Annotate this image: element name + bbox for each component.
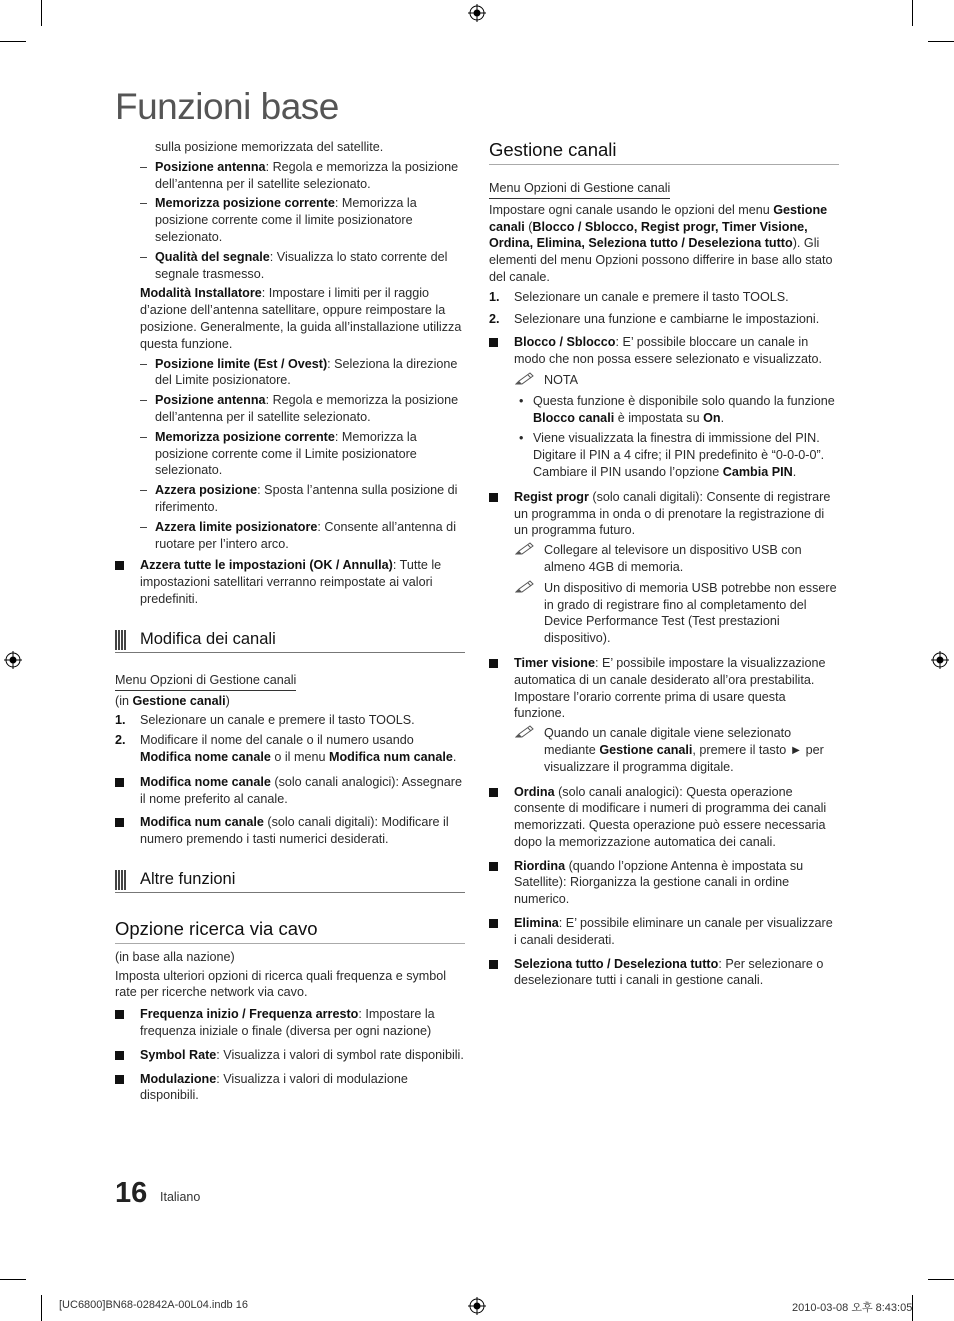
- dash-mark: –: [140, 519, 148, 534]
- bullet-item: Azzera tutte le impostazioni (OK / Annulla): Tutte le impostazioni satellitari verranno reimpostate ai valori predefiniti.: [115, 557, 465, 607]
- menu-path: Menu Opzioni di Gestione canali: [489, 180, 839, 199]
- bullet-item: Modifica num canale (solo canali digitali): Modificare il numero premendo i tasti numerici desiderati.: [115, 814, 465, 848]
- dash-item: – Qualità del segnale: Visualizza lo stato corrente del segnale trasmesso.: [140, 249, 448, 281]
- crop-mark: [41, 1295, 42, 1321]
- heading-bar-icon: [115, 870, 126, 890]
- bullet-dot: •: [519, 431, 524, 446]
- crop-mark: [0, 41, 26, 42]
- bullet-item: Blocco / Sblocco: E’ possibile bloccare un canale in modo che non possa essere selezionato e visualizzato.: [489, 334, 839, 368]
- square-bullet-icon: [115, 778, 124, 787]
- square-bullet-icon: [489, 919, 498, 928]
- note-block: Quando un canale digitale viene selezionato mediante Gestione canali, premere il tasto ► per visualizzare il programma digitale.: [514, 725, 839, 775]
- menu-path: Menu Opzioni di Gestione canali: [115, 672, 465, 691]
- note-block: NOTA: [514, 372, 839, 389]
- bullet-item: Elimina: E’ possibile eliminare un canale per visualizzare i canali desiderati.: [489, 915, 839, 949]
- modalita-installatore: Modalità Installatore: Impostare i limiti per il raggio d’azione dell’antenna satellitare, oppure reimpostare la posizione. Generalmente, la guida all’installazione utilizza questa funzione.: [140, 286, 462, 351]
- square-bullet-icon: [115, 1010, 124, 1019]
- note-bullet: • Questa funzione è disponibile solo quando la funzione Blocco canali è impostata su On.: [519, 393, 835, 425]
- dash-item: – Azzera posizione: Sposta l’antenna sulla posizione di riferimento.: [140, 483, 458, 514]
- bullet-dot: •: [519, 393, 524, 408]
- pencil-note-icon: [515, 542, 537, 561]
- dash-mark: –: [140, 429, 148, 444]
- bullet-item: Riordina (quando l’opzione Antenna è impostata su Satellite): Riorganizza la gestione canali in ordine numerico.: [489, 858, 839, 908]
- note-block: Collegare al televisore un dispositivo USB con almeno 4GB di memoria.: [514, 542, 839, 576]
- step-item: 1. Selezionare un canale e premere il tasto TOOLS.: [115, 713, 415, 728]
- square-bullet-icon: [115, 1075, 124, 1084]
- gestione-intro: Impostare ogni canale usando le opzioni del menu Gestione canali (Blocco / Sblocco, Regist progr, Timer Visione, Ordina, Elimina, Seleziona tutto / Deseleziona tutto). Gli elementi del menu Opzioni possono differire in base allo stato del canale.: [489, 202, 833, 284]
- step-item: 1. Selezionare un canale e premere il tasto TOOLS.: [489, 289, 789, 304]
- menu-context: (in Gestione canali): [115, 693, 230, 708]
- dash-mark: –: [140, 249, 148, 264]
- dash-item: – Posizione antenna: Regola e memorizza la posizione dell’antenna per il satellite selezionato.: [140, 393, 459, 424]
- square-bullet-icon: [489, 659, 498, 668]
- bullet-item: Modifica nome canale (solo canali analogici): Assegnare il nome preferito al canale.: [115, 774, 465, 808]
- page-title: Funzioni base: [115, 86, 339, 127]
- section-heading-altre: Altre funzioni: [115, 868, 465, 893]
- dash-mark: –: [140, 483, 148, 498]
- dash-item: – Memorizza posizione corrente: Memorizza la posizione corrente come il limite posizionatore selezionato.: [140, 196, 417, 244]
- registration-mark-icon: [4, 651, 22, 669]
- step-item: 2. Modificare il nome del canale o il numero usando Modifica nome canale o il menu Modifica num canale.: [115, 733, 457, 764]
- square-bullet-icon: [115, 561, 124, 570]
- square-bullet-icon: [489, 493, 498, 502]
- bullet-item: Symbol Rate: Visualizza i valori di symbol rate disponibili.: [115, 1047, 465, 1064]
- page-number: 16: [115, 1177, 148, 1209]
- dash-item: – Posizione limite (Est / Ovest): Seleziona la direzione del Limite posizionatore.: [140, 356, 458, 388]
- registration-mark-icon: [468, 4, 486, 22]
- note-bullet: • Viene visualizzata la finestra di immissione del PIN. Digitare il PIN a 4 cifre; il PIN predefinito è “0-0-0-0”. Cambiare il PIN usando l’opzione Cambia PIN.: [519, 431, 825, 479]
- dash-mark: –: [140, 393, 148, 408]
- crop-mark: [928, 1279, 954, 1280]
- page-language: Italiano: [160, 1190, 201, 1204]
- pencil-note-icon: [515, 725, 537, 744]
- country-note: (in base alla nazione): [115, 949, 235, 964]
- dash-item: – Posizione antenna: Regola e memorizza la posizione dell’antenna per il satellite selezionato.: [140, 159, 459, 191]
- bullet-item: Regist progr (solo canali digitali): Consente di registrare un programma in onda o di prenotare la registrazione di un programma futuro.: [489, 489, 839, 539]
- print-slug-file: [UC6800]BN68-02842A-00L04.indb 16: [59, 1299, 248, 1311]
- section-heading-modifica: Modifica dei canali: [115, 628, 465, 653]
- dash-mark: –: [140, 196, 148, 211]
- square-bullet-icon: [489, 338, 498, 347]
- dash-mark: –: [140, 356, 148, 371]
- dash-item: – Azzera limite posizionatore: Consente all’antenna di ruotare per l’intero arco.: [140, 519, 456, 551]
- crop-mark: [0, 1279, 26, 1280]
- bullet-item: Timer visione: E’ possibile impostare la visualizzazione automatica di un canale desiderato all’ora prestabilita. Impostare l’orario corrente prima di usare questa funzione.: [489, 655, 839, 722]
- section-heading-gestione: Gestione canali: [489, 138, 839, 165]
- crop-mark: [928, 41, 954, 42]
- print-slug-datetime: 2010-03-08 오후 8:43:05: [792, 1302, 913, 1314]
- square-bullet-icon: [489, 862, 498, 871]
- bullet-item: Ordina (solo canali analogici): Questa operazione consente di modificare i numeri di programma dei canali memorizzati. Questa operazione può essere necessaria dopo la memorizzazione automatica dei canali.: [489, 784, 839, 851]
- square-bullet-icon: [115, 1051, 124, 1060]
- left-column: [115, 139, 465, 1104]
- crop-mark: [41, 0, 42, 26]
- bullet-item: Modulazione: Visualizza i valori di modulazione disponibili.: [115, 1071, 465, 1105]
- step-item: 2. Selezionare una funzione e cambiarne le impostazioni.: [489, 311, 820, 326]
- crop-mark: [912, 0, 913, 26]
- right-column: [489, 138, 839, 989]
- cavo-intro: Imposta ulteriori opzioni di ricerca quali frequenza e symbol rate per ricerche network via cavo.: [115, 968, 447, 1000]
- registration-mark-icon: [931, 651, 949, 669]
- continuation-line: sulla posizione memorizzata del satellite.: [155, 140, 384, 154]
- pencil-note-icon: [515, 580, 537, 599]
- pencil-note-icon: [515, 372, 537, 391]
- bullet-item: Seleziona tutto / Deseleziona tutto: Per selezionare o deselezionare tutti i canali in gestione canali.: [489, 956, 839, 990]
- square-bullet-icon: [489, 788, 498, 797]
- bullet-item: Frequenza inizio / Frequenza arresto: Impostare la frequenza iniziale o finale (diversa per ogni nazione): [115, 1006, 465, 1040]
- section-heading-cavo: Opzione ricerca via cavo: [115, 917, 465, 944]
- note-block: Un dispositivo di memoria USB potrebbe non essere in grado di registrare fino al completamento del Device Performance Test (Test prestazioni dispositivo).: [514, 580, 839, 647]
- dash-item: – Memorizza posizione corrente: Memorizza la posizione corrente come il Limite posizionatore selezionato.: [140, 429, 417, 478]
- heading-bar-icon: [115, 630, 126, 650]
- registration-mark-icon: [468, 1297, 486, 1315]
- square-bullet-icon: [115, 818, 124, 827]
- dash-mark: –: [140, 159, 148, 174]
- square-bullet-icon: [489, 960, 498, 969]
